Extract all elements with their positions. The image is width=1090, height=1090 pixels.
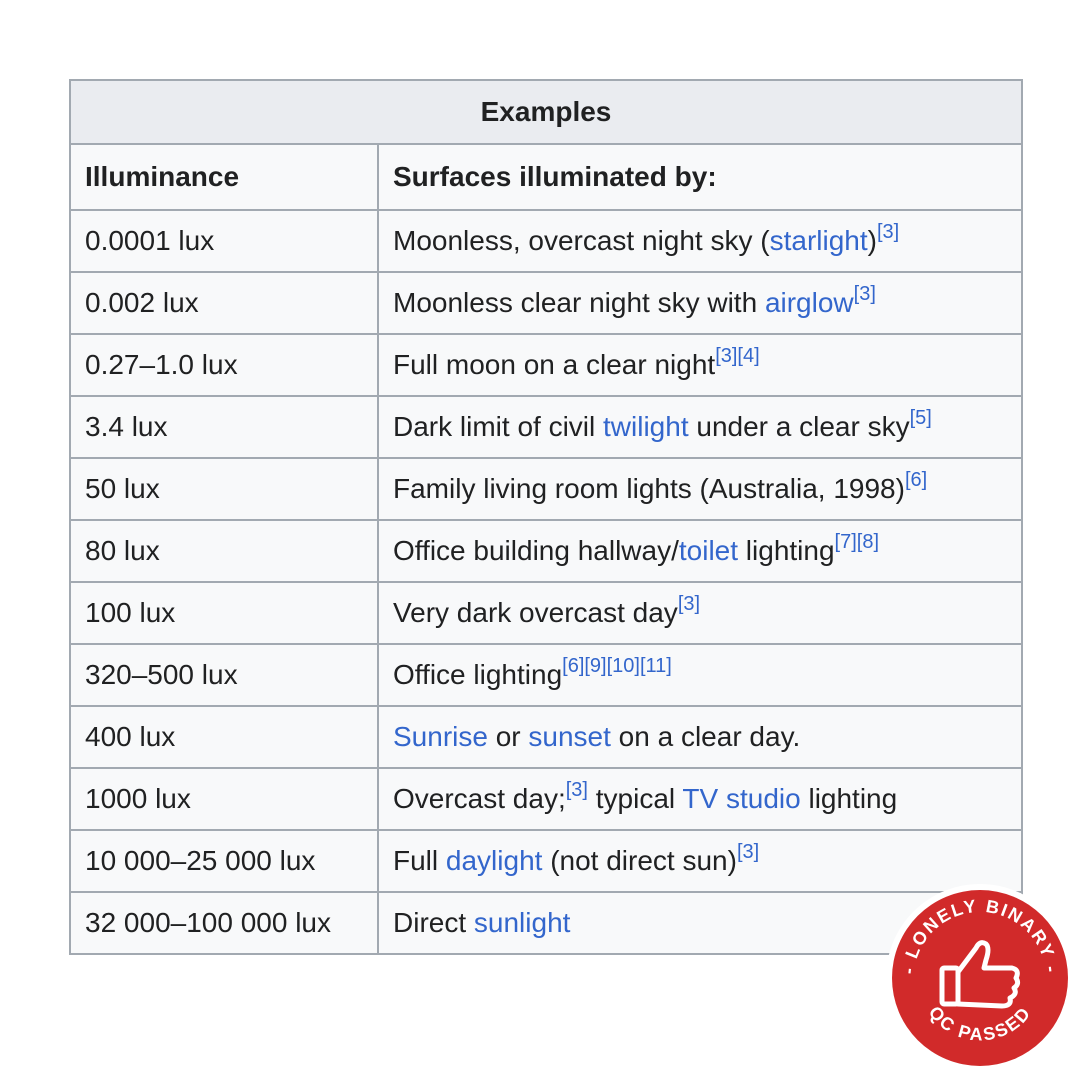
wiki-link[interactable]: starlight [769, 225, 868, 256]
illuminance-cell: 50 lux [70, 458, 378, 520]
description-text: Moonless, overcast night sky ( [393, 225, 770, 256]
description-text: Full [393, 845, 446, 876]
wiki-link[interactable]: Sunrise [393, 721, 488, 752]
illuminance-examples-table [69, 79, 1023, 955]
description-text: ) [867, 225, 877, 256]
qc-passed-badge [884, 882, 1076, 1074]
illuminance-cell: 1000 lux [70, 768, 378, 830]
table-caption: Examples [70, 80, 1022, 144]
citation-ref[interactable]: [3] [853, 283, 876, 305]
description-text: Very dark overcast day [393, 597, 678, 628]
wiki-link[interactable]: twilight [603, 411, 689, 442]
illuminance-cell: 80 lux [70, 520, 378, 582]
illuminance-cell: 400 lux [70, 706, 378, 768]
wiki-link[interactable]: airglow [764, 287, 854, 318]
table-row [70, 768, 1022, 830]
citation-ref[interactable]: [6][9][10][11] [562, 655, 672, 677]
table-row [70, 210, 1022, 272]
description-text: lighting [800, 783, 898, 814]
description-text: Full moon on a clear night [393, 349, 716, 380]
surface-description-cell [378, 768, 1022, 830]
illuminance-cell: 10 000–25 000 lux [70, 830, 378, 892]
table-row [70, 272, 1022, 334]
surface-description-cell [378, 396, 1022, 458]
table-row [70, 582, 1022, 644]
table-row [70, 520, 1022, 582]
wiki-link[interactable]: toilet [678, 535, 739, 566]
illuminance-cell: 0.0001 lux [70, 210, 378, 272]
table-row [70, 334, 1022, 396]
description-text: typical [587, 783, 683, 814]
surface-description-cell [378, 272, 1022, 334]
citation-ref[interactable]: [3] [876, 221, 900, 243]
description-text: Office building hallway/ [393, 535, 679, 566]
illuminance-cell: 100 lux [70, 582, 378, 644]
wiki-link[interactable]: daylight [445, 845, 543, 876]
illuminance-cell: 0.002 lux [70, 272, 378, 334]
citation-ref[interactable]: [3][4] [715, 345, 760, 367]
badge-bottom-text: QC PASSED [924, 1002, 1036, 1045]
description-text: under a clear sky [688, 411, 910, 442]
surface-description-cell [378, 706, 1022, 768]
description-text: on a clear day. [610, 721, 801, 752]
wiki-link[interactable]: sunset [528, 721, 611, 752]
illuminance-cell: 0.27–1.0 lux [70, 334, 378, 396]
table-row [70, 706, 1022, 768]
wiki-link[interactable]: TV studio [682, 783, 801, 814]
table-row [70, 644, 1022, 706]
citation-ref[interactable]: [7][8] [834, 531, 880, 553]
citation-ref[interactable]: [6] [904, 469, 928, 491]
wiki-link[interactable]: sunlight [473, 907, 571, 938]
citation-ref[interactable]: [3] [677, 593, 701, 615]
surface-description-cell [378, 520, 1022, 582]
description-text: Office lighting [393, 659, 563, 690]
surface-description-cell [378, 210, 1022, 272]
description-text: Moonless clear night sky with [393, 287, 765, 318]
description-text: (not direct sun) [542, 845, 737, 876]
header-illuminance: Illuminance [70, 144, 378, 210]
description-text: Dark limit of civil [393, 411, 604, 442]
citation-ref[interactable]: [3] [565, 779, 588, 801]
description-text: or [487, 721, 529, 752]
surface-description-cell [378, 458, 1022, 520]
surface-description-cell [378, 334, 1022, 396]
citation-ref[interactable]: [3] [736, 841, 760, 863]
table-row [70, 830, 1022, 892]
surface-description-cell [378, 582, 1022, 644]
description-text: lighting [738, 535, 835, 566]
table-row [70, 892, 1022, 954]
illuminance-cell: 3.4 lux [70, 396, 378, 458]
description-text: Family living room lights (Australia, 1998) [393, 473, 905, 504]
illuminance-cell: 32 000–100 000 lux [70, 892, 378, 954]
surface-description-cell [378, 644, 1022, 706]
illuminance-cell: 320–500 lux [70, 644, 378, 706]
citation-ref[interactable]: [5] [909, 407, 932, 429]
description-text: Overcast day; [393, 783, 566, 814]
description-text: Direct [393, 907, 474, 938]
badge-top-text: - LONELY BINARY - [898, 895, 1062, 976]
table-row [70, 458, 1022, 520]
table-body [70, 210, 1022, 954]
header-surfaces: Surfaces illuminated by: [378, 144, 1022, 210]
table-row [70, 396, 1022, 458]
